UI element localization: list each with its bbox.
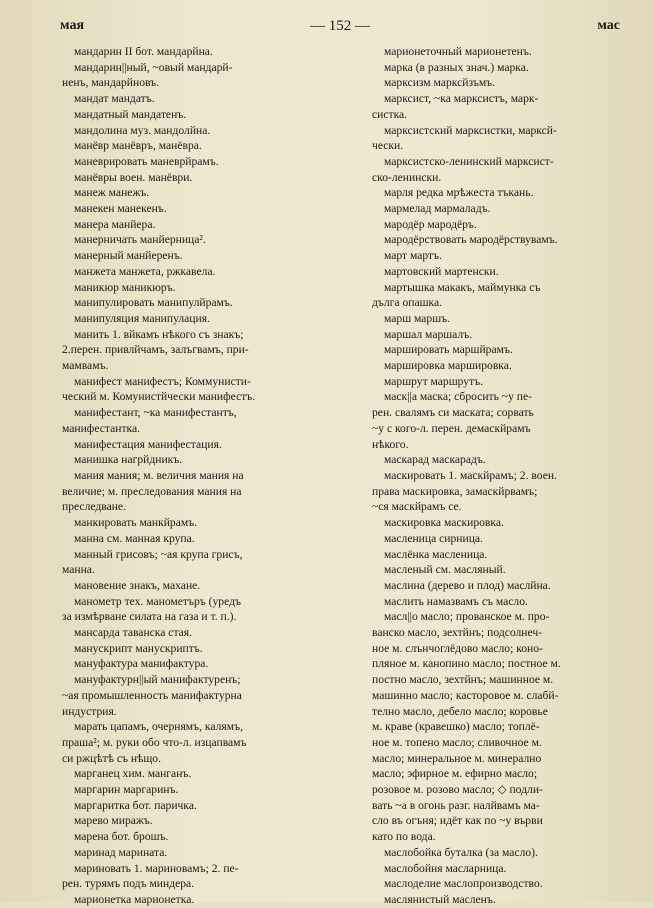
entry-line: мандарин||ный, ~овый мандарй- [74, 60, 233, 74]
entry-line: ~ая промышленность манифактурна [62, 688, 242, 702]
entry-line: рен. свалямъ си маската; сорвать [372, 406, 534, 420]
entry-line: мандолина муз. мандолйна. [74, 123, 211, 137]
entry-line: маршировка маршировка. [384, 359, 512, 373]
entry-line: мартовский мартенски. [384, 264, 499, 278]
entry-line: мановение знакъ, махане. [74, 578, 201, 592]
entry-line: пляное м. канопино масло; постное м. [372, 657, 561, 671]
right-column [372, 44, 634, 908]
entry-line: манёвр манёвръ, манёвра. [74, 139, 202, 153]
entry-line: манускрипт манускриптъ. [74, 641, 203, 655]
entry-line: манипулировать манипулйрамъ. [74, 296, 233, 310]
entry-line: манипуляция манипулация. [74, 311, 210, 325]
entry-line: марксистский марксистки, марксй- [384, 123, 557, 137]
entry-line: сло въ огъня; идёт как по ~у върви [372, 814, 543, 828]
entry-line: марионетка марионетка. [74, 892, 195, 906]
entry-line: марш маршъ. [384, 311, 451, 325]
entry-line: маслоделие маслопроизводство. [384, 877, 543, 891]
entry-line: маслить намазвамъ съ масло. [384, 594, 528, 608]
entry-line: манишка нагрйдникъ. [74, 453, 183, 467]
entry-line: си ржцѣтѣ съ нѣщо. [62, 751, 161, 765]
entry-line: манера манйера. [74, 217, 156, 231]
entry-line: манеж манежъ. [74, 186, 150, 200]
entry-line: манифестант, ~ка манифестантъ, [74, 406, 237, 420]
entry-line: манометр тех. манометъръ (уредъ [74, 594, 241, 608]
entry-line: маслёнка масленица. [384, 547, 488, 561]
entry-line: марионеточный марионетенъ. [384, 45, 532, 58]
entry-line: ванско масло, зехтйнъ; подсолнеч- [372, 626, 543, 640]
entry-line: масло; эфирное м. ефирно масло; [372, 767, 538, 781]
page-header [60, 18, 620, 40]
entry-line: 2.перен. привлйчамъ, залъгвамъ, при- [62, 343, 249, 357]
entry-line: мародёр мародёръ. [384, 217, 477, 231]
entry-line: маскарад маскарадъ. [384, 453, 486, 467]
entry-line: манкировать манкйрамъ. [74, 516, 198, 530]
entry-line: маск||а маска; сбросить ~у пе- [384, 390, 532, 404]
entry-line: маргарин маргаринъ. [74, 783, 179, 797]
entry-line: мануфактурн||ый манифактуренъ; [74, 673, 241, 687]
header-right-guide-word: мас [597, 18, 620, 33]
entry-line: маршал маршалъ. [384, 327, 473, 341]
entry-line: машинно масло; касторовое м. слабй- [372, 688, 559, 702]
entry-line: март мартъ. [384, 249, 443, 263]
entry-line: манёвры воен. манёври. [74, 170, 193, 184]
entry-line: ненъ, мандарйновъ. [62, 76, 160, 90]
entry-line: мания мания; м. величия мания на [74, 468, 244, 482]
entry-line: марксист, ~ка марксистъ, марк- [384, 92, 539, 106]
entry-line: манна см. манная крупа. [74, 531, 195, 545]
entry-line: маслянистый масленъ. [384, 892, 496, 906]
entry-line: вать ~а в огонь разг. налйвамъ ма- [372, 798, 540, 812]
entry-line: марганец хим. манганъ. [74, 767, 192, 781]
entry-line: мандат мандатъ. [74, 92, 155, 106]
entry-line: рен. турямъ подъ миндера. [62, 877, 195, 891]
entry-line: маскировать 1. маскйрамъ; 2. воен. [384, 468, 557, 482]
entry-line: м. краве (кравешко) масло; топлё- [372, 720, 540, 734]
entry-line: манжета манжета, ржкавела. [74, 264, 216, 278]
entry-line: мандатный мандатенъ. [74, 107, 187, 121]
entry-line: марка (в разных знач.) марка. [384, 60, 529, 74]
entry-line: маршировать маршйрамъ. [384, 343, 513, 357]
entry-line: чески. [372, 139, 404, 153]
entry-line: като по вода. [372, 830, 436, 844]
entry-line: маслобойня масларница. [384, 861, 507, 875]
entry-line: марля редка мрѣжеста тъкань. [384, 186, 534, 200]
entry-line: масл||о масло; прованское м. про- [384, 610, 550, 624]
entry-line: индустрия. [62, 704, 117, 718]
entry-line: преследване. [62, 500, 126, 514]
entry-line: мамвамъ. [62, 359, 109, 373]
entry-line: манифест манифестъ; Коммунисти- [74, 374, 251, 388]
entry-line: масло; минеральное м. минерално [372, 751, 542, 765]
entry-line: мариновать 1. мариновамъ; 2. пе- [74, 861, 239, 875]
entry-line: манить 1. вйкамъ нѣкого съ знакъ; [74, 327, 244, 341]
entry-line: за измѣрване силата на газа и т. п.). [62, 610, 237, 624]
entry-line: манерный манйеренъ. [74, 249, 183, 263]
entry-line: дълга опашка. [372, 296, 443, 310]
entry-line: величие; м. преследования мания на [62, 484, 242, 498]
entry-line: мармелад мармаладъ. [384, 202, 491, 216]
entry-line: манный грисовъ; ~ая крупа грисъ, [74, 547, 243, 561]
entry-line: мартышка макакъ, маймунка съ [384, 280, 541, 294]
header-left-guide-word: мая [60, 18, 85, 33]
entry-line: масленица сирница. [384, 531, 483, 545]
entry-line: ное м. слънчоглёдово масло; коно- [372, 641, 543, 655]
entry-line: маргаритка бот. паричка. [74, 798, 197, 812]
entry-line: нѣкого. [372, 437, 409, 451]
entry-line: праша²; м. руки обо что-л. изцапвамъ [62, 735, 247, 749]
entry-line: розовое м. розово масло; ◇ подли- [372, 783, 543, 797]
entry-line: маршрут маршрутъ. [384, 374, 484, 388]
left-column [62, 44, 342, 908]
entry-line: масленый см. масляный. [384, 563, 506, 577]
entry-line: мануфактура манифактура. [74, 657, 209, 671]
entry-line: ~у с кого-л. перен. демаскйрамъ [372, 421, 531, 435]
entry-line: марксизм марксйзъмъ. [384, 76, 496, 90]
entry-line: марена бот. брошъ. [74, 830, 169, 844]
entry-line: марать цапамъ, очернямъ, калямъ, [74, 720, 243, 734]
entry-line: ное м. топено масло; сливочное м. [372, 735, 542, 749]
entry-line: ческий м. Комунистйчески манифестъ. [62, 390, 256, 404]
entry-line: марево миражъ. [74, 814, 153, 828]
entry-line: мародёрствовать мародёрствувамъ. [384, 233, 558, 247]
entry-line: манифестация манифестация. [74, 437, 222, 451]
entry-line: ско-ленински. [372, 170, 442, 184]
entry-line: права маскировка, замаскйрвамъ; [372, 484, 538, 498]
entry-line: маринад марината. [74, 845, 168, 859]
entry-line: маслина (дерево и плод) маслйна. [384, 578, 551, 592]
page-number: — 152 — [310, 18, 370, 34]
entry-line: мандарин II бот. мандарйна. [74, 45, 213, 58]
entry-line: телно масло, дебело масло; коровье [372, 704, 548, 718]
entry-line: ~ся маскйрамъ се. [372, 500, 462, 514]
entry-line: маслобойка буталка (за масло). [384, 845, 538, 859]
entry-line: марксистско-ленинский марксист- [384, 154, 554, 168]
entry-line: манифестантка. [62, 421, 141, 435]
entry-line: манекен манекенъ. [74, 202, 167, 216]
entry-line: манна. [62, 563, 95, 577]
entry-line: маникюр маникюръ. [74, 280, 176, 294]
entry-line: систка. [372, 107, 408, 121]
entry-line: постно масло, зехтйнъ; машинное м. [372, 673, 554, 687]
entry-line: маскировка маскировка. [384, 516, 504, 530]
entry-line: манерничать манйерница². [74, 233, 206, 247]
entry-line: мансарда таванска стая. [74, 626, 193, 640]
entry-line: маневрировать маневрйрамъ. [74, 154, 219, 168]
